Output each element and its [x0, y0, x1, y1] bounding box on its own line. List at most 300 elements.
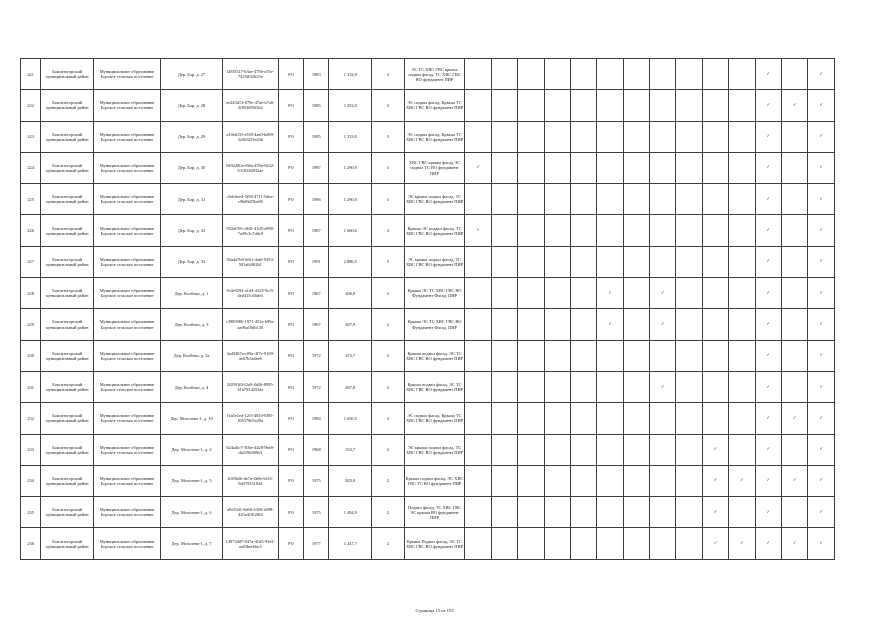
empty-cell: [623, 184, 649, 215]
table-row: [21, 309, 835, 340]
empty-cell: [570, 184, 596, 215]
empty-cell: [597, 497, 623, 528]
area-cell: 1 290,9: [329, 152, 372, 183]
address-cell: Дер. Бор, д. 29: [161, 121, 223, 152]
checkmark-icon: ✓: [755, 528, 781, 559]
empty-cell: [544, 215, 570, 246]
checkmark-icon: ✓: [808, 403, 835, 434]
empty-cell: [544, 59, 570, 90]
district-cell: Бокситогорский муниципальный район: [41, 121, 94, 152]
table-row: [21, 59, 835, 90]
empty-cell: [729, 278, 755, 309]
address-cell: Дер. Колбеки, д. 1: [161, 278, 223, 309]
empty-cell: [570, 434, 596, 465]
empty-cell: [676, 59, 702, 90]
empty-cell: [518, 90, 544, 121]
works-list-cell: ЭС крыша подвал фасад, ТС ХВС ГВС ВО фундамент ПИР: [404, 246, 465, 277]
empty-cell: [544, 246, 570, 277]
empty-cell: [676, 497, 702, 528]
empty-cell: [570, 371, 596, 402]
checkmark-icon: ✓: [808, 90, 835, 121]
checkmark-icon: ✓: [650, 309, 676, 340]
area-cell: 1 656,5: [329, 403, 372, 434]
empty-cell: [781, 246, 807, 277]
empty-cell: [623, 340, 649, 371]
district-cell: Бокситогорский муниципальный район: [41, 340, 94, 371]
settlement-cell: Муниципальное образование Борское сельское поселение: [94, 246, 161, 277]
address-cell: Дер. Бор, д. 28: [161, 90, 223, 121]
checkmark-icon: ✓: [808, 246, 835, 277]
empty-cell: [702, 309, 728, 340]
page-number-footer: Страница 15 из 153: [415, 608, 454, 613]
empty-cell: [465, 497, 491, 528]
empty-cell: [729, 434, 755, 465]
address-cell: Дер. Мозолево-1, д. 7: [161, 528, 223, 559]
district-cell: Бокситогорский муниципальный район: [41, 403, 94, 434]
row-number: 225: [21, 184, 41, 215]
row-number: 223: [21, 121, 41, 152]
row-number: 236: [21, 528, 41, 559]
address-cell: Дер. Бор, д. 30: [161, 152, 223, 183]
empty-cell: [650, 465, 676, 496]
fund-form-cell: РО: [278, 121, 303, 152]
settlement-cell: Муниципальное образование Борское сельское поселение: [94, 59, 161, 90]
empty-cell: [570, 246, 596, 277]
empty-cell: [597, 152, 623, 183]
floors-cell: 2: [372, 497, 404, 528]
year-built-cell: 1984: [304, 403, 329, 434]
empty-cell: [465, 465, 491, 496]
checkmark-icon: ✓: [781, 90, 807, 121]
empty-cell: [623, 246, 649, 277]
settlement-cell: Муниципальное образование Борское сельское поселение: [94, 309, 161, 340]
empty-cell: [650, 121, 676, 152]
empty-cell: [491, 215, 517, 246]
empty-cell: [544, 278, 570, 309]
cadastral-id-cell: c6dcbee4-3f94-4711-9abe-c96d9d7fbe85: [222, 184, 278, 215]
empty-cell: [623, 465, 649, 496]
district-cell: Бокситогорский муниципальный район: [41, 528, 94, 559]
address-cell: Дер. Колбеки, д. 3а: [161, 340, 223, 371]
checkmark-icon: ✓: [755, 465, 781, 496]
empty-cell: [676, 246, 702, 277]
checkmark-icon: ✓: [755, 278, 781, 309]
table-row: [21, 340, 835, 371]
checkmark-icon: ✓: [465, 215, 491, 246]
empty-cell: [702, 184, 728, 215]
empty-cell: [729, 246, 755, 277]
table-row: [21, 403, 835, 434]
checkmark-icon: ✓: [702, 465, 728, 496]
cadastral-id-cell: 3ad3367e-c09a-4f7e-9169-ae67b5a4ee6: [222, 340, 278, 371]
empty-cell: [702, 340, 728, 371]
checkmark-icon: ✓: [702, 528, 728, 559]
cadastral-id-cell: c3989086-1871-452e-b99a-aa96a18db130: [222, 309, 278, 340]
year-built-cell: 1987: [304, 152, 329, 183]
fund-form-cell: РО: [278, 465, 303, 496]
district-cell: Бокситогорский муниципальный район: [41, 278, 94, 309]
works-list-cell: ХВС ГВС крыша фасад ЭС подвал ТС ВО фундамент ПИР: [404, 152, 465, 183]
row-number: 228: [21, 278, 41, 309]
empty-cell: [491, 403, 517, 434]
checkmark-icon: ✓: [808, 340, 835, 371]
empty-cell: [597, 528, 623, 559]
empty-cell: [781, 184, 807, 215]
empty-cell: [650, 434, 676, 465]
empty-cell: [518, 215, 544, 246]
empty-cell: [491, 121, 517, 152]
empty-cell: [781, 59, 807, 90]
row-number: 231: [21, 371, 41, 402]
checkmark-icon: ✓: [808, 121, 835, 152]
empty-cell: [518, 59, 544, 90]
checkmark-icon: ✓: [755, 371, 781, 402]
checkmark-icon: ✓: [729, 465, 755, 496]
row-number: 222: [21, 90, 41, 121]
floors-cell: 2: [372, 465, 404, 496]
checkmark-icon: ✓: [597, 309, 623, 340]
empty-cell: [781, 371, 807, 402]
empty-cell: [491, 340, 517, 371]
empty-cell: [518, 246, 544, 277]
row-number: 221: [21, 59, 41, 90]
empty-cell: [702, 403, 728, 434]
checkmark-icon: ✓: [755, 309, 781, 340]
empty-cell: [544, 340, 570, 371]
cadastral-id-cell: b1f9b2b-de7a-4b9e-b1f3-9d37955182d: [222, 465, 278, 496]
district-cell: Бокситогорский муниципальный район: [41, 497, 94, 528]
empty-cell: [491, 278, 517, 309]
year-built-cell: 1983: [304, 59, 329, 90]
area-cell: 487,8: [329, 371, 372, 402]
table-row: [21, 434, 835, 465]
empty-cell: [570, 465, 596, 496]
address-cell: Дер. Мозолево-1, д. 5: [161, 465, 223, 496]
cadastral-id-cell: 952af591-d63f-41d5-a998-7a39c3c7ddc0: [222, 215, 278, 246]
district-cell: Бокситогорский муниципальный район: [41, 152, 94, 183]
checkmark-icon: ✓: [702, 497, 728, 528]
empty-cell: [570, 309, 596, 340]
empty-cell: [597, 465, 623, 496]
empty-cell: [570, 278, 596, 309]
row-number: 235: [21, 497, 41, 528]
empty-cell: [729, 121, 755, 152]
checkmark-icon: ✓: [650, 278, 676, 309]
empty-cell: [465, 371, 491, 402]
floors-cell: 3: [372, 90, 404, 121]
checkmark-icon: ✓: [465, 152, 491, 183]
floors-cell: 2: [372, 371, 404, 402]
empty-cell: [676, 215, 702, 246]
floors-cell: 5: [372, 246, 404, 277]
settlement-cell: Муниципальное образование Борское сельское поселение: [94, 121, 161, 152]
checkmark-icon: ✓: [755, 434, 781, 465]
checkmark-icon: ✓: [808, 371, 835, 402]
checkmark-icon: ✓: [755, 340, 781, 371]
empty-cell: [729, 309, 755, 340]
floors-cell: 3: [372, 184, 404, 215]
cadastral-id-cell: a0e55d1-8e60-4459-a098-425a410f28f4: [222, 497, 278, 528]
area-cell: 333,7: [329, 434, 372, 465]
empty-cell: [676, 340, 702, 371]
settlement-cell: Муниципальное образование Борское сельское поселение: [94, 278, 161, 309]
empty-cell: [623, 371, 649, 402]
empty-cell: [491, 371, 517, 402]
settlement-cell: Муниципальное образование Борское сельское поселение: [94, 184, 161, 215]
row-number: 230: [21, 340, 41, 371]
checkmark-icon: ✓: [808, 184, 835, 215]
fund-form-cell: РО: [278, 278, 303, 309]
settlement-cell: Муниципальное образование Борское сельское поселение: [94, 528, 161, 559]
empty-cell: [676, 434, 702, 465]
empty-cell: [676, 528, 702, 559]
works-list-cell: ЭС ТС ХВС ГВС крыша подвал фасад, ТС ХВС ГВС ВО фундамент ПИР: [404, 59, 465, 90]
floors-cell: 2: [372, 528, 404, 559]
table-body: [21, 59, 835, 560]
address-cell: Дер. Бор, д. 33: [161, 246, 223, 277]
empty-cell: [676, 90, 702, 121]
year-built-cell: 1975: [304, 497, 329, 528]
empty-cell: [465, 59, 491, 90]
address-cell: Дер. Мозолево-1, д. 2: [161, 434, 223, 465]
empty-cell: [623, 215, 649, 246]
empty-cell: [597, 215, 623, 246]
checkmark-icon: ✓: [755, 90, 781, 121]
empty-cell: [544, 184, 570, 215]
empty-cell: [491, 434, 517, 465]
district-cell: Бокситогорский муниципальный район: [41, 309, 94, 340]
empty-cell: [729, 497, 755, 528]
settlement-cell: Муниципальное образование Борское сельское поселение: [94, 497, 161, 528]
row-number: 229: [21, 309, 41, 340]
row-number: 227: [21, 246, 41, 277]
checkmark-icon: ✓: [597, 278, 623, 309]
empty-cell: [597, 246, 623, 277]
empty-cell: [781, 215, 807, 246]
settlement-cell: Муниципальное образование Борское сельское поселение: [94, 90, 161, 121]
empty-cell: [544, 152, 570, 183]
empty-cell: [781, 121, 807, 152]
empty-cell: [518, 434, 544, 465]
empty-cell: [781, 434, 807, 465]
year-built-cell: 1985: [304, 90, 329, 121]
table-row: [21, 528, 835, 559]
district-cell: Бокситогорский муниципальный район: [41, 434, 94, 465]
works-list-cell: ЭС подвал фасад, Крыша ТС ХВС ГВС ВО фундамент ПИР: [404, 403, 465, 434]
empty-cell: [597, 371, 623, 402]
area-cell: 472,7: [329, 340, 372, 371]
district-cell: Бокситогорский муниципальный район: [41, 59, 94, 90]
works-list-cell: ЭС подвал фасад, Крыша ТС ХВС ГВС ВО фундамент ПИР: [404, 90, 465, 121]
empty-cell: [623, 59, 649, 90]
empty-cell: [702, 215, 728, 246]
settlement-cell: Муниципальное образование Борское сельское поселение: [94, 371, 161, 402]
empty-cell: [491, 309, 517, 340]
empty-cell: [544, 309, 570, 340]
cadastral-id-cell: 92a4a7b6-6f61-4a6f-9293-581a648f2b1: [222, 246, 278, 277]
area-cell: 407,9: [329, 309, 372, 340]
cadastral-id-cell: f1a5e1ed-12f3-4810-8f85-f0637965a29a: [222, 403, 278, 434]
district-cell: Бокситогорский муниципальный район: [41, 215, 94, 246]
area-cell: 1 247,7: [329, 528, 372, 559]
year-built-cell: 1977: [304, 528, 329, 559]
checkmark-icon: ✓: [781, 403, 807, 434]
settlement-cell: Муниципальное образование Борское сельское поселение: [94, 152, 161, 183]
floors-cell: 2: [372, 340, 404, 371]
empty-cell: [623, 309, 649, 340]
table-row: [21, 184, 835, 215]
area-cell: 1 484,9: [329, 497, 372, 528]
checkmark-icon: ✓: [808, 152, 835, 183]
address-cell: Дер. Мозолево-1, д. 6: [161, 497, 223, 528]
checkmark-icon: ✓: [729, 528, 755, 559]
year-built-cell: 1987: [304, 215, 329, 246]
empty-cell: [518, 340, 544, 371]
empty-cell: [465, 434, 491, 465]
empty-cell: [729, 215, 755, 246]
empty-cell: [729, 184, 755, 215]
empty-cell: [518, 278, 544, 309]
area-cell: 406,8: [329, 278, 372, 309]
floors-cell: 2: [372, 309, 404, 340]
fund-form-cell: РО: [278, 246, 303, 277]
empty-cell: [491, 465, 517, 496]
floors-cell: 3: [372, 152, 404, 183]
empty-cell: [570, 528, 596, 559]
empty-cell: [676, 403, 702, 434]
checkmark-icon: ✓: [808, 309, 835, 340]
empty-cell: [702, 371, 728, 402]
empty-cell: [650, 246, 676, 277]
empty-cell: [570, 152, 596, 183]
empty-cell: [729, 152, 755, 183]
checkmark-icon: ✓: [808, 215, 835, 246]
settlement-cell: Муниципальное образование Борское сельское поселение: [94, 465, 161, 496]
empty-cell: [465, 121, 491, 152]
area-cell: 1 290,0: [329, 184, 372, 215]
empty-cell: [702, 121, 728, 152]
cadastral-id-cell: f28f5517-b3ae-475b-a55e-7425f0f2b25e: [222, 59, 278, 90]
year-built-cell: 1985: [304, 121, 329, 152]
cadastral-id-cell: 149730d7-047a-41d5-93d1-aa03be0dac5: [222, 528, 278, 559]
housing-register-table: [20, 58, 835, 560]
empty-cell: [465, 309, 491, 340]
row-number: 232: [21, 403, 41, 434]
empty-cell: [544, 528, 570, 559]
empty-cell: [623, 121, 649, 152]
empty-cell: [623, 278, 649, 309]
empty-cell: [650, 215, 676, 246]
area-cell: 825,0: [329, 465, 372, 496]
checkmark-icon: ✓: [755, 152, 781, 183]
empty-cell: [676, 465, 702, 496]
checkmark-icon: ✓: [781, 465, 807, 496]
empty-cell: [465, 278, 491, 309]
fund-form-cell: РО: [278, 434, 303, 465]
works-list-cell: Крыша Подвал фасад, ЭС ТС ХВС ГВС ВО фундамент ПИР: [404, 528, 465, 559]
empty-cell: [491, 59, 517, 90]
empty-cell: [650, 59, 676, 90]
empty-cell: [650, 152, 676, 183]
empty-cell: [676, 152, 702, 183]
empty-cell: [465, 403, 491, 434]
settlement-cell: Муниципальное образование Борское сельское поселение: [94, 434, 161, 465]
row-number: 233: [21, 434, 41, 465]
checkmark-icon: ✓: [702, 434, 728, 465]
settlement-cell: Муниципальное образование Борское сельское поселение: [94, 215, 161, 246]
empty-cell: [597, 434, 623, 465]
empty-cell: [570, 340, 596, 371]
empty-cell: [465, 246, 491, 277]
settlement-cell: Муниципальное образование Борское сельское поселение: [94, 403, 161, 434]
cadastral-id-cell: 0492280a-f66a-459a-9432-9318240032ae: [222, 152, 278, 183]
empty-cell: [518, 152, 544, 183]
district-cell: Бокситогорский муниципальный район: [41, 246, 94, 277]
empty-cell: [518, 309, 544, 340]
works-list-cell: Крыша подвал фасад, ЭС ТС ХВС ГВС ВО фундамент ПИР: [404, 340, 465, 371]
empty-cell: [676, 309, 702, 340]
checkmark-icon: ✓: [808, 434, 835, 465]
empty-cell: [465, 340, 491, 371]
checkmark-icon: ✓: [808, 59, 835, 90]
empty-cell: [729, 371, 755, 402]
cadastral-id-cell: a10eb15f-e539-4ae0-bd90-3a56f253ed3b: [222, 121, 278, 152]
empty-cell: [570, 403, 596, 434]
works-list-cell: ЭС крыша подвал фасад, ТС ХВС ГВС ВО фундамент ПИР: [404, 434, 465, 465]
district-cell: Бокситогорский муниципальный район: [41, 371, 94, 402]
table-row: [21, 278, 835, 309]
empty-cell: [781, 497, 807, 528]
checkmark-icon: ✓: [755, 246, 781, 277]
empty-cell: [491, 528, 517, 559]
floors-cell: 3: [372, 215, 404, 246]
fund-form-cell: РО: [278, 371, 303, 402]
empty-cell: [676, 371, 702, 402]
empty-cell: [518, 371, 544, 402]
checkmark-icon: ✓: [755, 403, 781, 434]
empty-cell: [676, 121, 702, 152]
floors-cell: 3: [372, 121, 404, 152]
checkmark-icon: ✓: [781, 528, 807, 559]
table-row: [21, 246, 835, 277]
year-built-cell: 1967: [304, 309, 329, 340]
empty-cell: [570, 90, 596, 121]
empty-cell: [729, 340, 755, 371]
year-built-cell: 1968: [304, 434, 329, 465]
works-list-cell: ЭС подвал фасад, Крыша ТС ХВС ГВС ВО фундамент ПИР: [404, 121, 465, 152]
fund-form-cell: РО: [278, 309, 303, 340]
empty-cell: [702, 90, 728, 121]
empty-cell: [597, 121, 623, 152]
fund-form-cell: РО: [278, 403, 303, 434]
works-list-cell: Крыша подвал фасад, ЭС ТС ХВС ГВС ВО фундамент ПИР: [404, 371, 465, 402]
empty-cell: [623, 403, 649, 434]
empty-cell: [570, 497, 596, 528]
checkmark-icon: ✓: [755, 184, 781, 215]
empty-cell: [518, 184, 544, 215]
empty-cell: [702, 278, 728, 309]
empty-cell: [544, 434, 570, 465]
floors-cell: 2: [372, 434, 404, 465]
empty-cell: [518, 497, 544, 528]
address-cell: Дер. Колбеки, д. 3: [161, 309, 223, 340]
table-row: [21, 152, 835, 183]
empty-cell: [518, 121, 544, 152]
year-built-cell: 1972: [304, 340, 329, 371]
area-cell: 1 660,6: [329, 215, 372, 246]
row-number: 226: [21, 215, 41, 246]
fund-form-cell: РО: [278, 215, 303, 246]
